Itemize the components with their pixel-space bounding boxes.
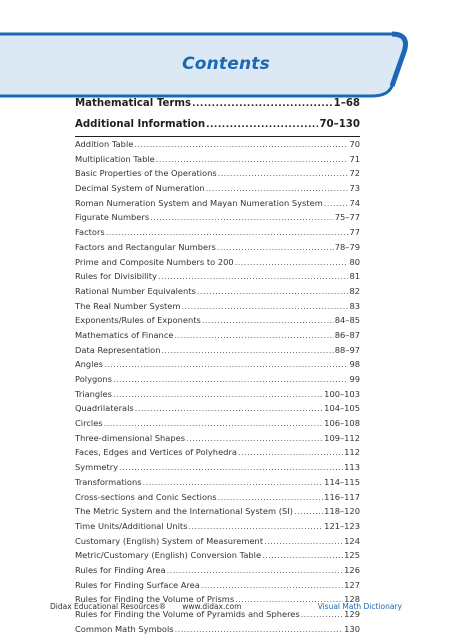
- toc-entry[interactable]: [75, 609, 360, 624]
- toc-entry-label: Symmetry: [75, 462, 119, 473]
- dot-leader: [238, 448, 343, 457]
- toc-entry-page: 88–97: [334, 344, 360, 355]
- toc-section-label: Additional Information: [75, 119, 206, 130]
- toc-entry-page: 98: [349, 359, 360, 370]
- toc-entry-label: Triangles: [75, 388, 112, 399]
- toc-entry-page: 71: [349, 153, 360, 164]
- toc-entry[interactable]: [75, 433, 360, 448]
- toc-entry-label: The Real Number System: [75, 300, 181, 311]
- toc-entry-label: The Metric System and the International System (SI): [75, 506, 293, 517]
- toc-entry-page: 82: [349, 285, 360, 296]
- dot-leader: [197, 287, 349, 296]
- toc-entry-label: Factors and Rectangular Numbers: [75, 241, 216, 252]
- toc-entry[interactable]: [75, 521, 360, 536]
- toc-entry[interactable]: [75, 315, 360, 330]
- dot-leader: [158, 272, 348, 281]
- dot-leader: [167, 566, 344, 575]
- toc-section-mathematical-terms[interactable]: [75, 98, 360, 116]
- toc-entry-label: Rules for Finding Surface Area: [75, 579, 200, 590]
- toc-entry-label: Factors: [75, 227, 105, 238]
- toc-entry-label: Faces, Edges and Vertices of Polyhedra: [75, 447, 237, 458]
- toc-entry-page: 112: [344, 447, 360, 458]
- dot-leader: [135, 404, 323, 413]
- toc-entry-page: 116–117: [324, 491, 360, 502]
- toc-entry-label: Figurate Numbers: [75, 212, 150, 223]
- dot-leader: [218, 169, 349, 178]
- page-footer: [50, 602, 402, 611]
- page-title: Contents: [182, 54, 270, 74]
- dot-leader: [188, 522, 323, 531]
- toc-entry[interactable]: [75, 447, 360, 462]
- table-of-contents: [75, 98, 360, 638]
- toc-entry[interactable]: [75, 418, 360, 433]
- toc-section-page: 1–68: [333, 98, 360, 109]
- toc-entry-label: Exponents/Rules of Exponents: [75, 315, 201, 326]
- dot-leader: [174, 331, 333, 340]
- toc-entry-label: Addition Table: [75, 139, 134, 149]
- toc-entry-label: Roman Numeration System and Mayan Numeration System: [75, 197, 323, 208]
- dot-leader: [113, 390, 323, 399]
- toc-entry-page: 113: [344, 462, 360, 473]
- toc-entry-page: 104–105: [324, 403, 360, 414]
- toc-entry-page: 109–112: [324, 432, 360, 443]
- toc-entry-label: Quadrilaterals: [75, 403, 134, 414]
- toc-entry[interactable]: [75, 198, 360, 213]
- dot-leader: [150, 213, 334, 222]
- toc-entry-list: [75, 139, 360, 638]
- toc-entry-page: 72: [349, 168, 360, 179]
- toc-entry-label: Mathematics of Finance: [75, 329, 174, 340]
- dot-leader: [175, 625, 344, 634]
- toc-entry-label: Rules for Divisibility: [75, 271, 157, 282]
- toc-entry[interactable]: [75, 374, 360, 389]
- toc-entry-label: Cross-sections and Conic Sections: [75, 491, 217, 502]
- toc-entry-page: 124: [344, 535, 360, 546]
- contents-banner: [0, 28, 452, 100]
- toc-entry[interactable]: [75, 492, 360, 507]
- toc-entry[interactable]: [75, 389, 360, 404]
- toc-entry-label: Time Units/Additional Units: [75, 520, 188, 531]
- toc-entry-page: 74: [349, 197, 360, 208]
- toc-entry-label: Multiplication Table: [75, 153, 155, 164]
- toc-entry-label: Metric/Customary (English) Conversion Table: [75, 550, 262, 561]
- dot-leader: [113, 375, 349, 384]
- toc-entry-label: Three-dimensional Shapes: [75, 432, 186, 443]
- toc-entry[interactable]: [75, 168, 360, 183]
- toc-entry-label: Data Representation: [75, 344, 161, 355]
- toc-entry-label: Circles: [75, 418, 103, 429]
- toc-entry-page: 126: [344, 564, 360, 575]
- toc-entry[interactable]: [75, 301, 360, 316]
- toc-entry-page: 114–115: [324, 476, 360, 487]
- toc-entry-page: 100–103: [324, 388, 360, 399]
- dot-leader: [301, 610, 343, 619]
- toc-entry-page: 106–108: [324, 418, 360, 429]
- toc-entry[interactable]: [75, 624, 360, 639]
- dot-leader: [206, 120, 318, 130]
- toc-entry[interactable]: [75, 565, 360, 580]
- dot-leader: [192, 99, 333, 109]
- dot-leader: [264, 537, 343, 546]
- toc-entry-label: Transformations: [75, 476, 142, 487]
- toc-entry[interactable]: [75, 403, 360, 418]
- toc-entry-label: Rules for Finding Area: [75, 564, 166, 575]
- dot-leader: [235, 258, 349, 267]
- toc-entry[interactable]: [75, 183, 360, 198]
- toc-section-label: Mathematical Terms: [75, 98, 192, 109]
- dot-leader: [217, 243, 334, 252]
- dot-leader: [262, 551, 343, 560]
- toc-entry-page: 121–123: [324, 520, 360, 531]
- dot-leader: [324, 199, 349, 208]
- dot-leader: [106, 228, 349, 237]
- dot-leader: [104, 419, 324, 428]
- dot-leader: [156, 155, 349, 164]
- dot-leader: [134, 140, 348, 149]
- footer-book-title: Visual Math Dictionary: [317, 602, 402, 611]
- toc-section-additional-information[interactable]: [75, 119, 360, 137]
- toc-entry-label: Polygons: [75, 374, 112, 384]
- toc-entry[interactable]: [75, 506, 360, 521]
- toc-entry[interactable]: [75, 257, 360, 272]
- toc-entry[interactable]: [75, 271, 360, 286]
- toc-entry-page: 129: [344, 609, 360, 619]
- toc-entry-page: 70: [349, 139, 360, 149]
- dot-leader: [161, 346, 333, 355]
- toc-entry[interactable]: [75, 580, 360, 595]
- toc-entry-page: 99: [349, 374, 360, 384]
- toc-entry-page: 86–87: [334, 329, 360, 340]
- toc-entry[interactable]: [75, 536, 360, 551]
- toc-entry-label: Angles: [75, 359, 103, 370]
- footer-publisher: Didax Educational Resources®: [50, 602, 167, 611]
- toc-section-page: 70–130: [319, 119, 360, 130]
- toc-entry-page: 118–120: [324, 506, 360, 517]
- toc-entry-label: Rational Number Equivalents: [75, 285, 196, 296]
- toc-entry-label: Rules for Finding the Volume of Prisms: [75, 594, 235, 605]
- toc-entry[interactable]: [75, 154, 360, 169]
- toc-entry-page: 78–79: [334, 241, 360, 252]
- toc-entry-page: 83: [349, 300, 360, 311]
- dot-leader: [186, 434, 323, 443]
- dot-leader: [182, 302, 349, 311]
- toc-entry[interactable]: [75, 359, 360, 374]
- toc-entry-page: 75–77: [334, 212, 360, 223]
- toc-entry-label: Decimal System of Numeration: [75, 183, 205, 194]
- toc-entry-label: Customary (English) System of Measurement: [75, 535, 264, 546]
- dot-leader: [294, 507, 323, 516]
- dot-leader: [104, 360, 349, 369]
- toc-entry-label: Prime and Composite Numbers to 200: [75, 256, 234, 267]
- toc-entry-page: 127: [344, 579, 360, 590]
- dot-leader: [218, 493, 324, 502]
- footer-url[interactable]: www.didax.com: [182, 602, 242, 611]
- toc-entry-page: 81: [349, 271, 360, 282]
- dot-leader: [119, 463, 343, 472]
- toc-entry[interactable]: [75, 242, 360, 257]
- dot-leader: [201, 581, 343, 590]
- dot-leader: [143, 478, 324, 487]
- toc-entry[interactable]: [75, 227, 360, 242]
- toc-entry[interactable]: [75, 477, 360, 492]
- toc-entry[interactable]: [75, 345, 360, 360]
- toc-entry-page: 125: [344, 550, 360, 561]
- toc-entry-page: 84–85: [334, 315, 360, 326]
- dot-leader: [202, 316, 334, 325]
- toc-entry-page: 128: [344, 594, 360, 605]
- toc-entry-page: 73: [349, 183, 360, 194]
- toc-entry[interactable]: [75, 550, 360, 565]
- toc-entry-label: Basic Properties of the Operations: [75, 168, 217, 179]
- toc-entry[interactable]: [75, 212, 360, 227]
- toc-entry-page: 80: [349, 256, 360, 267]
- toc-entry[interactable]: [75, 462, 360, 477]
- dot-leader: [206, 184, 349, 193]
- toc-entry-label: Rules for Finding the Volume of Pyramids and Spheres: [75, 609, 300, 619]
- toc-entry[interactable]: [75, 286, 360, 301]
- toc-entry-page: 130: [344, 623, 360, 634]
- toc-entry[interactable]: [75, 139, 360, 154]
- toc-entry-page: 77: [349, 227, 360, 238]
- toc-entry[interactable]: [75, 330, 360, 345]
- toc-entry-label: Common Math Symbols: [75, 623, 174, 634]
